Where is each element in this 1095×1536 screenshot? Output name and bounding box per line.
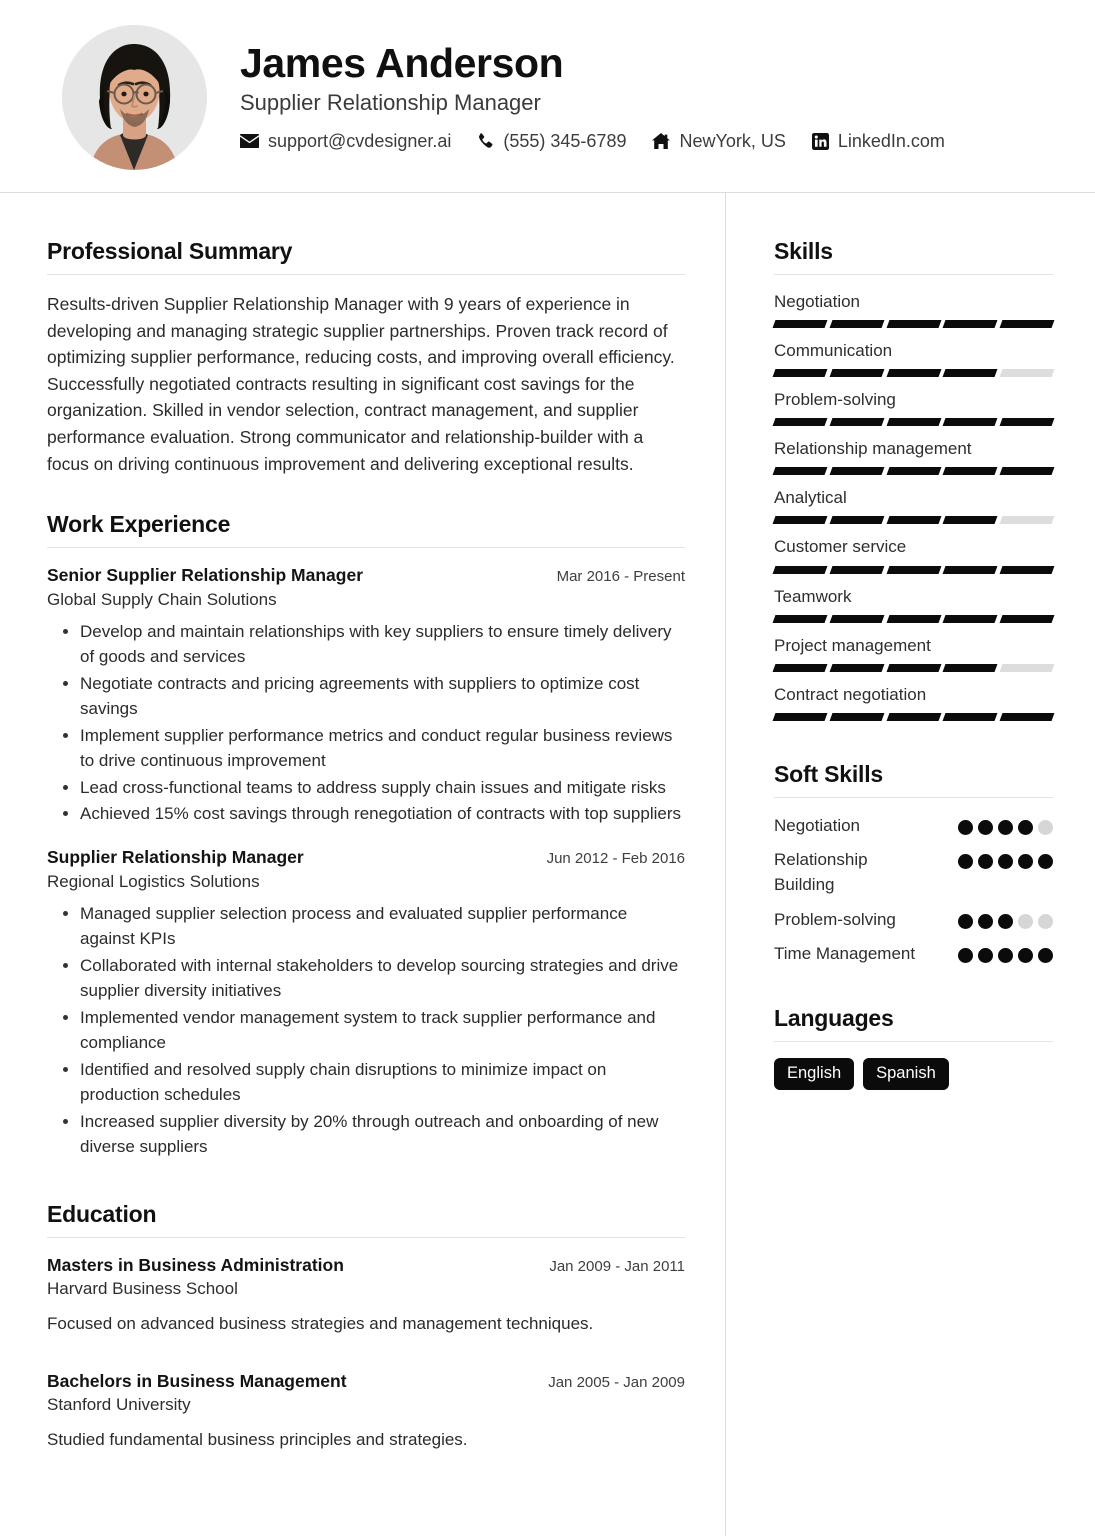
skill-bar-segment	[773, 713, 828, 721]
education-date: Jan 2005 - Jan 2009	[548, 1373, 685, 1391]
soft-skill-row	[774, 814, 1053, 839]
list-item: Lead cross-functional teams to address supply chain issues and mitigate risks	[80, 775, 685, 801]
experience-entry-head	[47, 564, 685, 587]
skill-bar-segment	[773, 664, 828, 672]
skill-bar-segment	[829, 566, 884, 574]
skill-label: Problem-solving	[774, 390, 896, 410]
section-divider	[47, 547, 685, 548]
education-degree: Bachelors in Business Management	[47, 1370, 347, 1391]
skill-bar-segment	[886, 615, 941, 623]
section-heading: Education	[47, 1200, 157, 1227]
skill-bar-segment	[943, 713, 998, 721]
skill-bar-segment	[886, 418, 941, 426]
rating-dot	[1038, 820, 1053, 835]
rating-dot	[978, 914, 993, 929]
skill-bar-segment	[886, 467, 941, 475]
rating-dot	[1018, 914, 1033, 929]
contact-row	[240, 131, 945, 152]
skill-row	[774, 340, 1053, 377]
rating-dot	[998, 820, 1013, 835]
header-text-block	[240, 42, 945, 151]
rating-dot	[1018, 948, 1033, 963]
skill-label: Customer service	[774, 537, 907, 557]
skill-bar-segment	[1000, 664, 1055, 672]
rating-dot	[998, 948, 1013, 963]
contact-location-text: NewYork, US	[679, 130, 786, 151]
experience-entry-head	[47, 846, 685, 869]
skill-bar-segment	[1000, 615, 1055, 623]
education-school: Harvard Business School	[47, 1279, 238, 1299]
skill-bar-segment	[1000, 418, 1055, 426]
main-column	[0, 193, 726, 1536]
skill-level-bar	[774, 713, 1053, 721]
skill-level-bar	[774, 369, 1053, 377]
skill-bar-segment	[886, 713, 941, 721]
skill-level-bar	[774, 467, 1053, 475]
contact-phone-text: (555) 345-6789	[503, 130, 627, 151]
linkedin-icon	[812, 133, 829, 150]
section-heading: Work Experience	[47, 511, 231, 538]
skill-row	[774, 684, 1053, 721]
education-degree: Masters in Business Administration	[47, 1254, 344, 1275]
education-entry	[47, 1254, 685, 1337]
soft-skills-list	[774, 814, 1053, 967]
skill-row	[774, 438, 1053, 475]
section-heading: Languages	[774, 1005, 894, 1032]
skill-bar-segment	[829, 320, 884, 328]
job-title: Supplier Relationship Manager	[240, 90, 541, 116]
skill-bar-segment	[829, 615, 884, 623]
skill-bar-segment	[773, 615, 828, 623]
experience-date: Jun 2012 - Feb 2016	[546, 849, 685, 867]
skill-level-bar	[774, 320, 1053, 328]
section-skills	[774, 238, 1053, 721]
skill-bar-segment	[886, 566, 941, 574]
skill-bar-segment	[1000, 516, 1055, 524]
rating-dot	[998, 914, 1013, 929]
skill-bar-segment	[829, 418, 884, 426]
spacer	[47, 1179, 685, 1201]
skill-bar-segment	[943, 467, 998, 475]
side-column	[726, 193, 1095, 1536]
rating-dot	[1018, 854, 1033, 869]
contact-linkedin-text: LinkedIn.com	[837, 130, 945, 151]
soft-skill-rating	[958, 848, 1053, 869]
contact-email-text: support@cvdesigner.ai	[268, 130, 452, 151]
soft-skill-rating	[958, 814, 1053, 835]
skill-level-bar	[774, 615, 1053, 623]
skill-bar-segment	[943, 320, 998, 328]
rating-dot	[958, 820, 973, 835]
soft-skill-label: Negotiation	[774, 815, 861, 835]
skill-bar-segment	[773, 516, 828, 524]
experience-org: Regional Logistics Solutions	[47, 871, 260, 891]
language-badge: English	[774, 1058, 854, 1090]
avatar-photo	[62, 25, 207, 170]
spacer	[774, 977, 1053, 1005]
rating-dot	[1038, 854, 1053, 869]
skill-label: Negotiation	[774, 292, 861, 311]
list-item: Achieved 15% cost savings through renegotiation of contracts with top suppliers	[80, 801, 685, 827]
skill-bar-segment	[773, 369, 828, 377]
experience-bullets	[47, 901, 685, 1160]
soft-skill-label: Relationship Building	[774, 850, 868, 895]
skill-bar-segment	[829, 467, 884, 475]
skill-bar-segment	[773, 467, 828, 475]
section-soft-skills	[774, 761, 1053, 967]
section-divider	[47, 1237, 685, 1238]
skill-bar-segment	[773, 320, 828, 328]
skill-label: Teamwork	[774, 586, 852, 606]
section-heading: Professional Summary	[47, 238, 293, 264]
rating-dot	[1038, 914, 1053, 929]
soft-skill-row	[774, 942, 1053, 967]
section-divider	[47, 274, 685, 275]
education-entry-head	[47, 1254, 685, 1277]
skill-bar-segment	[943, 566, 998, 574]
skill-bar-segment	[886, 664, 941, 672]
education-entry	[47, 1370, 685, 1453]
skill-bar-segment	[943, 418, 998, 426]
experience-date: Mar 2016 - Present	[556, 568, 685, 586]
skill-row	[774, 536, 1053, 573]
contact-phone[interactable]	[477, 131, 626, 152]
skill-bar-segment	[943, 664, 998, 672]
skill-bar-segment	[829, 664, 884, 672]
skill-label: Communication	[774, 341, 893, 361]
list-item: Identified and resolved supply chain disruptions to minimize impact on production schedules	[80, 1057, 685, 1108]
list-item: Collaborated with internal stakeholders to develop sourcing strategies and drive supplier diversity initiatives	[80, 953, 685, 1004]
contact-location[interactable]	[652, 131, 785, 152]
section-education	[47, 1201, 685, 1453]
skill-row	[774, 389, 1053, 426]
rating-dot	[958, 854, 973, 869]
skill-row	[774, 291, 1053, 328]
experience-org: Global Supply Chain Solutions	[47, 589, 277, 609]
section-work-experience	[47, 511, 685, 1159]
skill-bar-segment	[886, 320, 941, 328]
section-professional-summary	[47, 238, 685, 477]
skill-label: Relationship management	[774, 439, 972, 459]
rating-dot	[1018, 820, 1033, 835]
skill-bar-segment	[1000, 713, 1055, 721]
education-entry-head	[47, 1370, 685, 1393]
education-school: Stanford University	[47, 1395, 191, 1415]
soft-skill-row	[774, 848, 1053, 897]
languages-list	[774, 1058, 1053, 1090]
skill-bar-segment	[1000, 320, 1055, 328]
rating-dot	[978, 820, 993, 835]
section-heading: Skills	[774, 238, 833, 264]
skill-bar-segment	[829, 369, 884, 377]
soft-skill-label: Problem-solving	[774, 909, 896, 929]
skills-list	[774, 291, 1053, 721]
rating-dot	[1038, 948, 1053, 963]
rating-dot	[978, 948, 993, 963]
skill-bar-segment	[886, 369, 941, 377]
phone-icon	[477, 133, 494, 150]
list-item: Implement supplier performance metrics and conduct regular business reviews to drive continuous improvement	[80, 723, 685, 774]
section-divider	[774, 1041, 1053, 1042]
education-date: Jan 2009 - Jan 2011	[549, 1257, 685, 1275]
list-item: Implemented vendor management system to track supplier performance and compliance	[80, 1005, 685, 1056]
skill-bar-segment	[943, 369, 998, 377]
skill-label: Project management	[774, 635, 931, 655]
experience-bullets	[47, 619, 685, 827]
page-title: James Anderson	[240, 40, 564, 87]
skill-bar-segment	[886, 516, 941, 524]
email-icon	[240, 134, 259, 148]
avatar	[62, 25, 207, 170]
soft-skill-rating	[958, 908, 1053, 929]
skill-bar-segment	[943, 516, 998, 524]
list-item: Increased supplier diversity by 20% through outreach and onboarding of new diverse suppliers	[80, 1109, 685, 1160]
resume-header	[0, 0, 1095, 193]
rating-dot	[978, 854, 993, 869]
skill-row	[774, 635, 1053, 672]
experience-entry	[47, 846, 685, 1160]
spacer	[47, 1356, 685, 1370]
skill-row	[774, 487, 1053, 524]
skill-bar-segment	[829, 516, 884, 524]
resume-body	[0, 193, 1095, 1536]
skill-level-bar	[774, 664, 1053, 672]
list-item: Managed supplier selection process and evaluated supplier performance against KPIs	[80, 901, 685, 952]
soft-skill-rating	[958, 942, 1053, 963]
language-badge: Spanish	[863, 1058, 949, 1090]
experience-role: Supplier Relationship Manager	[47, 846, 304, 867]
rating-dot	[958, 948, 973, 963]
rating-dot	[998, 854, 1013, 869]
soft-skill-label: Time Management	[774, 944, 916, 964]
skill-bar-segment	[1000, 369, 1055, 377]
section-heading: Soft Skills	[774, 760, 883, 787]
skill-level-bar	[774, 418, 1053, 426]
experience-entry	[47, 564, 685, 827]
experience-role: Senior Supplier Relationship Manager	[47, 565, 364, 586]
summary-text: Results-driven Supplier Relationship Manager with 9 years of experience in developing and managing strategic supplier partnerships. Proven track record of optimizing supplier performance, reducing costs, and improving overall efficiency. Successfully negotiated contracts resulting in significant cost savings for the organization. Skilled in vendor selection, contract management, and supplier performance evaluation. Strong communicator and relationship-builder with a focus on driving continuous improvement and delivering exceptional results.	[47, 294, 675, 474]
rating-dot	[958, 914, 973, 929]
section-languages	[774, 1005, 1053, 1090]
contact-linkedin[interactable]	[812, 131, 945, 152]
skill-label: Analytical	[774, 488, 847, 508]
skill-bar-segment	[1000, 467, 1055, 475]
section-divider	[774, 797, 1053, 798]
contact-email[interactable]	[240, 131, 451, 152]
skill-level-bar	[774, 566, 1053, 574]
home-icon	[652, 133, 670, 149]
list-item: Negotiate contracts and pricing agreements with suppliers to optimize cost savings	[80, 671, 685, 722]
education-description: Focused on advanced business strategies and management techniques.	[47, 1314, 594, 1334]
soft-skill-row	[774, 908, 1053, 933]
skill-bar-segment	[943, 615, 998, 623]
skill-level-bar	[774, 516, 1053, 524]
skill-row	[774, 586, 1053, 623]
skill-bar-segment	[773, 418, 828, 426]
skill-bar-segment	[1000, 566, 1055, 574]
list-item: Develop and maintain relationships with key suppliers to ensure timely delivery of goods and services	[80, 619, 685, 670]
skill-label: Contract negotiation	[774, 684, 927, 704]
skill-bar-segment	[829, 713, 884, 721]
spacer	[774, 733, 1053, 761]
skill-bar-segment	[773, 566, 828, 574]
section-divider	[774, 274, 1053, 275]
education-description: Studied fundamental business principles and strategies.	[47, 1430, 468, 1450]
